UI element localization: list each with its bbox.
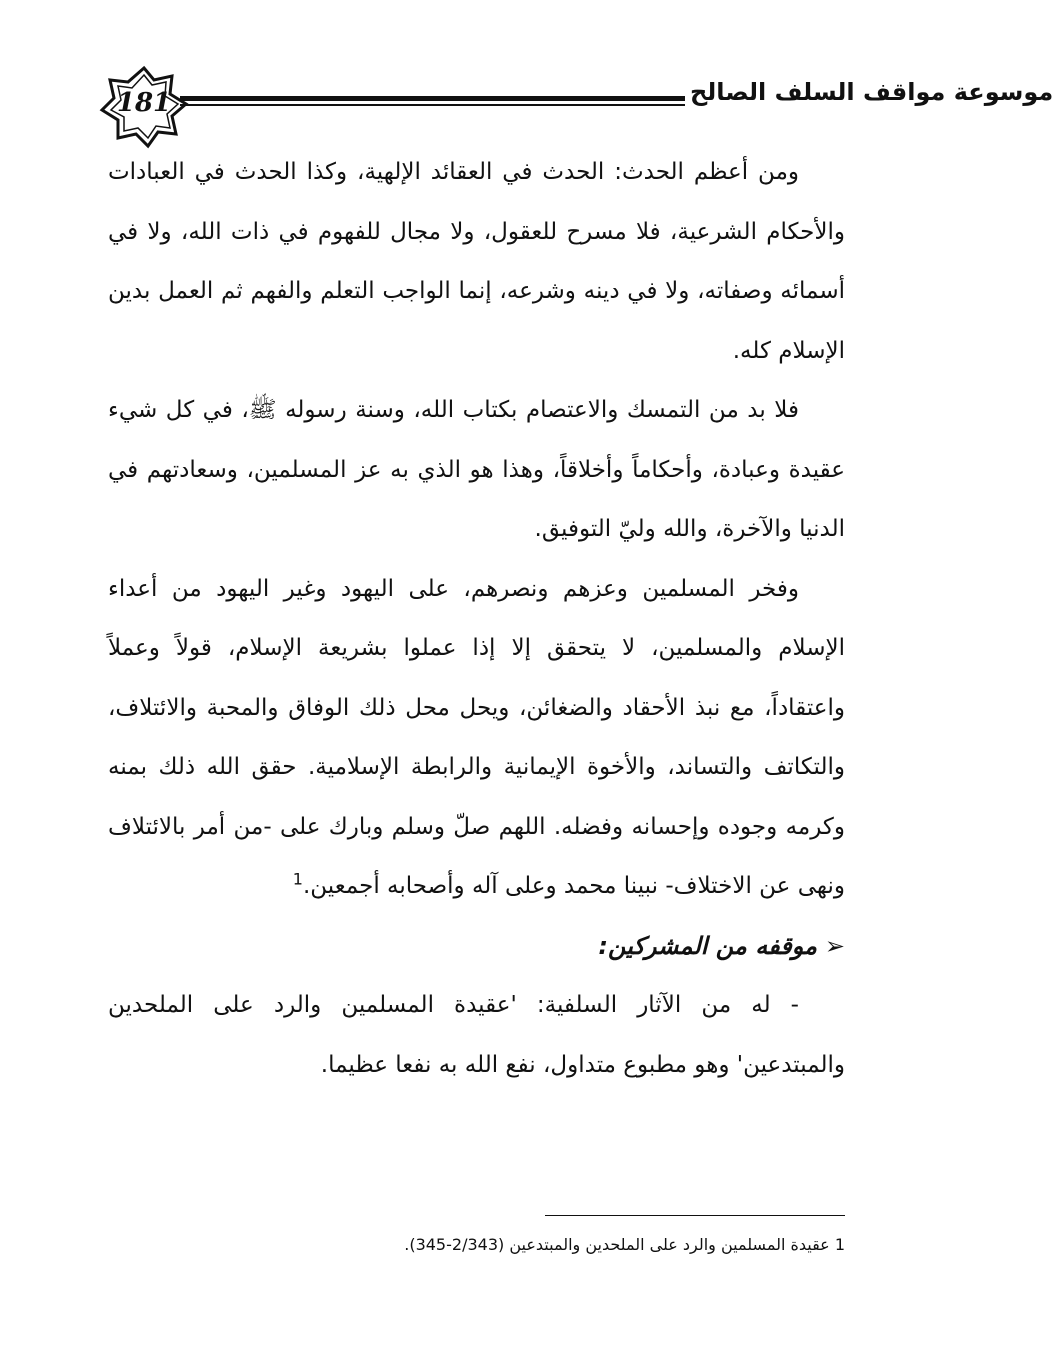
paragraph: ومن أعظم الحدث: الحدث في العقائد الإلهية، وكذا الحدث في العبادات والأحكام الشرعية، فلا مسرح للعقول، ولا مجال للفهوم في ذات الله، ولا في أسمائه وصفاته، ولا في دينه وشرعه، إنما الواجب التعلم والفهم ثم العمل بدين الإسلام كله.: [108, 159, 845, 364]
footnote-number: 1: [834, 1235, 845, 1254]
paragraph: [108, 560, 845, 917]
page-number-badge: [100, 66, 188, 146]
main-text: [108, 143, 845, 1095]
arrow-bullet-icon: ➢: [824, 931, 845, 960]
header-rule: [180, 96, 685, 108]
footnote-separator: [545, 1215, 845, 1216]
paragraph: - له من الآثار السلفية: 'عقيدة المسلمين والرد على الملحدين والمبتدعين' وهو مطبوع متداول، نفع الله به نفعا عظيما.: [108, 992, 845, 1078]
footnote-reference[interactable]: 1: [292, 869, 303, 889]
section-heading-text: موقفه من المشركين:: [598, 931, 817, 960]
paragraph-text: وفخر المسلمين وعزهم ونصرهم، على اليهود وغير اليهود من أعداء الإسلام والمسلمين، لا يتحقق إلا إذا عملوا بشريعة الإسلام، قولاً وعملاً واعتقاداً، مع نبذ الأحقاد والضغائن، ويحل محل ذلك الوفاق والمحبة والائتلاف، والتكاتف والتساند، والأخوة الإيمانية والرابطة الإسلامية. حقق الله ذلك بمنه وكرمه وجوده وإحسانه وفضله. اللهم صلّ وسلم وبارك على -من أمر بالائتلاف ونهى عن الاختلاف- نبينا محمد وعلى آله وأصحابه أجمعين.: [108, 575, 845, 899]
paragraph: فلا بد من التمسك والاعتصام بكتاب الله، وسنة رسوله ﷺ، في كل شيء عقيدة وعبادة، وأحكاماً وأخلاقاً، وهذا هو الذي به عز المسلمين، وسعادتهم في الدنيا والآخرة، والله وليّ التوفيق.: [108, 397, 845, 542]
book-title: موسوعة مواقف السلف الصالح: [690, 78, 1053, 106]
section-heading: [108, 917, 845, 977]
page-number: 181: [116, 88, 172, 118]
footnote: [108, 1232, 845, 1258]
page-header: [100, 66, 1053, 146]
footnote-text: عقيدة المسلمين والرد على الملحدين والمبتدعين (2/343-345).: [404, 1235, 830, 1254]
